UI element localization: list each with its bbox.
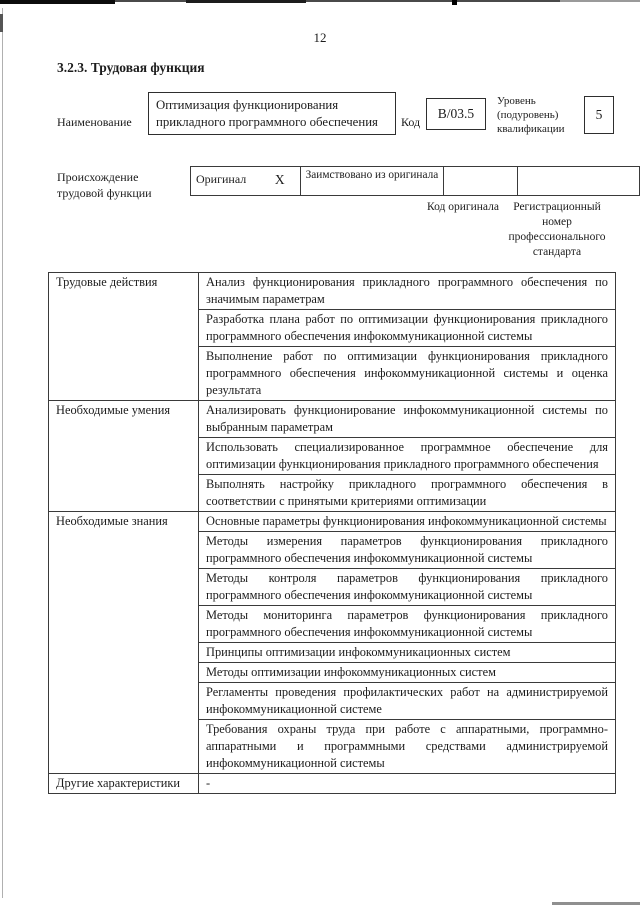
requirement-text: Методы мониторинга параметров функционирования прикладного программного обеспечения инфокоммуникационной системы	[199, 606, 616, 643]
requirement-text: Требования охраны труда при работе с аппаратными, программно-аппаратными и программными средствами администрируемой инфокоммуникационной системы	[199, 720, 616, 774]
origin-cell-borrowed	[300, 167, 444, 196]
function-name-box	[148, 92, 396, 135]
function-code-box	[426, 98, 486, 130]
scan-artifact-top-dark-mid	[186, 0, 306, 3]
section-label-required-skills: Необходимые умения	[49, 401, 199, 512]
requirement-text: Анализ функционирования прикладного программного обеспечения по значимым параметрам	[199, 273, 616, 310]
requirement-text: Выполнение работ по оптимизации функционирования прикладного программного обеспечения инфокоммуникационной системы и оценка результата	[199, 347, 616, 401]
origin-table	[190, 166, 640, 196]
scan-artifact-left-mark	[0, 14, 3, 32]
table-row	[49, 401, 616, 438]
level-label: Уровень (подуровень) квалификации	[497, 95, 565, 135]
requirement-text: Принципы оптимизации инфокоммуникационных систем	[199, 643, 616, 663]
requirement-text: Методы контроля параметров функционирования прикладного программного обеспечения инфокоммуникационной системы	[199, 569, 616, 606]
origin-cell-original	[191, 167, 301, 196]
table-row	[49, 512, 616, 532]
origin-registration-caption: Регистрационный номер профессионального стандарта	[508, 201, 606, 258]
origin-cell-registration-empty	[518, 167, 640, 196]
requirement-text: Основные параметры функционирования инфокоммуникационной системы	[199, 512, 616, 532]
page-number: 12	[313, 30, 327, 45]
requirements-table	[48, 272, 616, 794]
scan-artifact-top-gray-right	[560, 0, 640, 2]
section-label-required-knowledge: Необходимые знания	[49, 512, 199, 774]
function-level-value: 5	[595, 107, 603, 122]
requirement-text: Использовать специализированное программное обеспечение для оптимизации функционирования прикладного программного обеспечения	[199, 438, 616, 475]
origin-label: Происхождение трудовой функции	[57, 170, 152, 200]
table-row	[49, 774, 616, 794]
origin-original-mark: X	[274, 172, 285, 187]
origin-borrowed-label: Заимствовано из оригинала	[305, 169, 439, 181]
requirement-text: Анализировать функционирование инфокоммуникационной системы по выбранным параметрам	[199, 401, 616, 438]
scan-artifact-top-dark-left	[0, 0, 115, 4]
code-label: Код	[401, 115, 421, 129]
scan-artifact-top-tick	[452, 0, 457, 5]
requirement-text: Методы измерения параметров функционирования прикладного программного обеспечения инфокоммуникационной системы	[199, 532, 616, 569]
table-row	[49, 273, 616, 310]
requirement-text: -	[199, 774, 616, 794]
requirement-text: Методы оптимизации инфокоммуникационных систем	[199, 663, 616, 683]
function-code-value: В/03.5	[437, 106, 475, 121]
origin-block	[0, 166, 640, 258]
requirement-text: Выполнять настройку прикладного программного обеспечения в соответствии с принятыми критериями оптимизации	[199, 475, 616, 512]
section-label-other-characteristics: Другие характеристики	[49, 774, 199, 794]
requirement-text: Регламенты проведения профилактических работ на администрируемой инфокоммуникационной системе	[199, 683, 616, 720]
origin-code-caption: Код оригинала	[427, 201, 499, 213]
function-level-box	[584, 96, 614, 134]
function-name-value: Оптимизация функционирования прикладного программного обеспечения	[156, 98, 378, 129]
origin-table-row	[191, 167, 640, 196]
origin-cell-code-empty	[444, 167, 518, 196]
name-label: Наименование	[57, 115, 132, 129]
section-label-labor-actions: Трудовые действия	[49, 273, 199, 401]
origin-original-inner	[196, 169, 295, 188]
requirement-text: Разработка плана работ по оптимизации функционирования прикладного программного обеспечения инфокоммуникационной системы	[199, 310, 616, 347]
function-header	[0, 92, 640, 154]
origin-original-label: Оригинал	[196, 172, 247, 186]
section-heading: 3.2.3. Трудовая функция	[57, 60, 205, 75]
